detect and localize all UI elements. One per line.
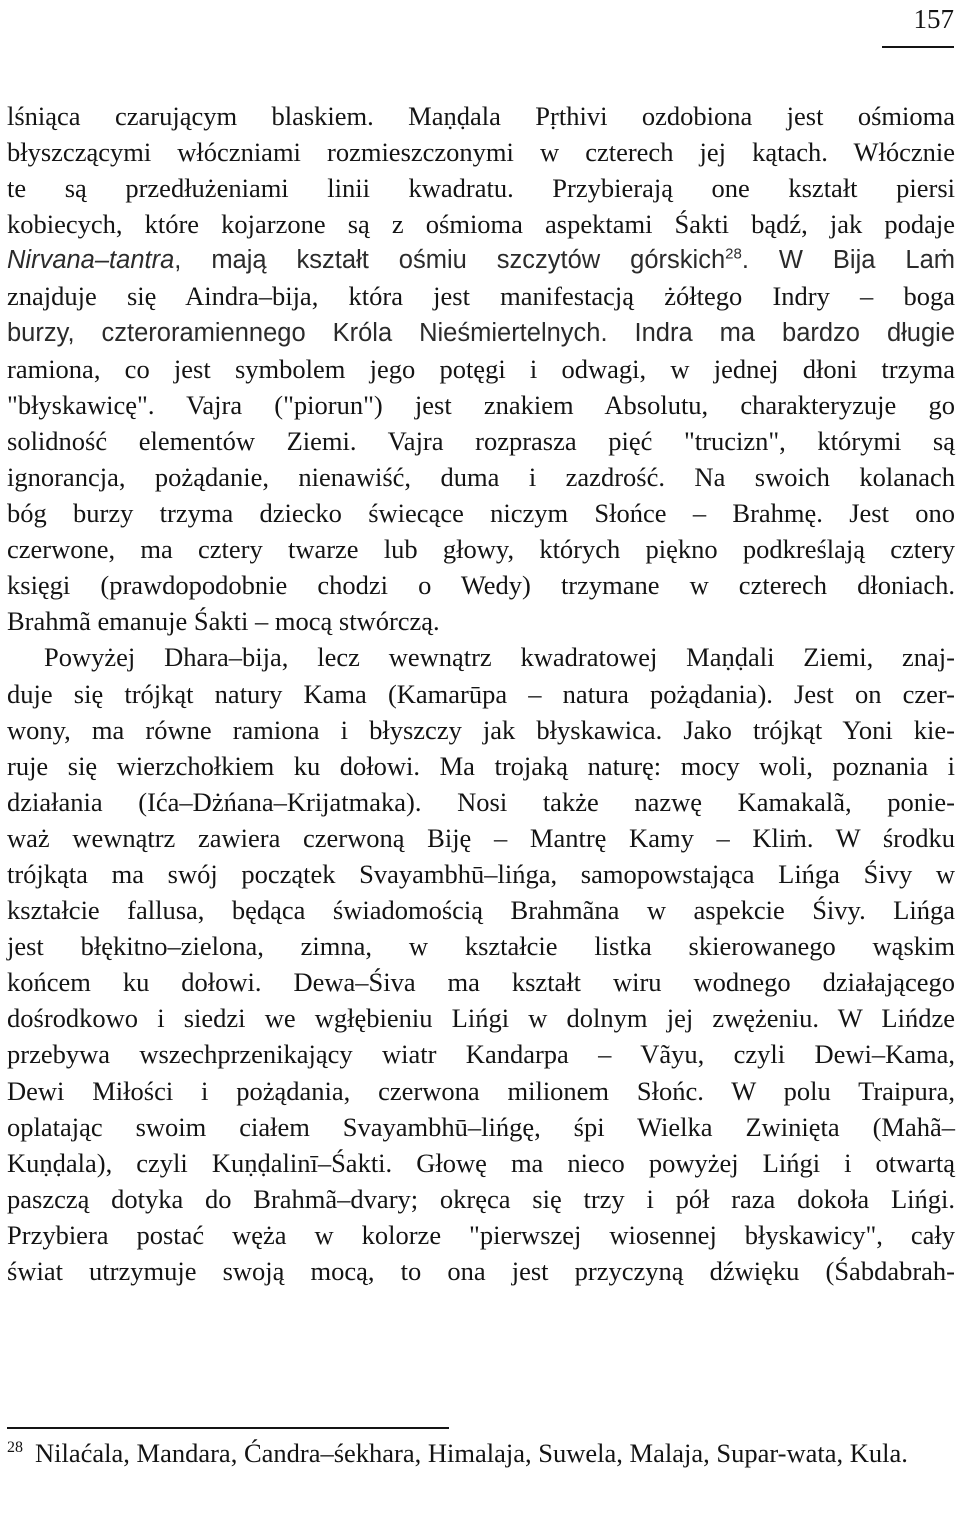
text-line: lśniąca czarującym blaskiem. Maṇḍala Pṛthivi ozdobiona jest ośmioma [7, 101, 955, 131]
header-rule [882, 46, 954, 48]
text-span: . W Bija Laṁ [741, 246, 955, 275]
paragraph-start: Powyżej Dhara–bija, lecz wewnątrz kwadratowej Maṇḍali Ziemi, znaj- [44, 642, 955, 673]
text-line: dośrodkowo i siedzi we wgłębieniu Lińgi w dolnym jej zwężeniu. W Lińdze [7, 1003, 955, 1034]
footnote [7, 1435, 955, 1472]
text-line: duje się trójkąt natury Kama (Kamarūpa – natura pożądania). Jest on czer- [7, 678, 955, 709]
footnote-rule [7, 1427, 449, 1429]
text-line: wony, ma równe ramiona i błyszczy jak błyskawica. Jako trójkąt Yoni kie- [7, 714, 955, 745]
text-line: "błyskawicę". Vajra ("piorun") jest znakiem Absolutu, charakteryzuje go [7, 389, 955, 420]
italic-title: Nirvana–tantra [7, 246, 175, 275]
text-line: Przybiera postać węża w kolorze "pierwszej wiosennej błyskawicy", cały [7, 1219, 955, 1250]
text-line: końcem ku dołowi. Dewa–Śiva ma kształt wiru wodnego działającego [7, 967, 955, 998]
text-line: działania (Ića–Dżńana–Krijatmaka). Nosi także nazwę Kamakalã, ponie- [7, 786, 955, 817]
text-line: ruje się wierzchołkiem ku dołowi. Ma trojaką naturę: mocy woli, poznania i [7, 750, 955, 781]
text-line-with-footnote-ref [7, 242, 955, 278]
text-line: świat utrzymuje swoją mocą, to ona jest przyczyną dźwięku (Śabdabrah- [7, 1256, 955, 1286]
text-line: księgi (prawdopodobnie chodzi o Wedy) trzymane w czterech dłoniach. [7, 570, 955, 601]
footnote-mark: 28 [7, 1439, 23, 1457]
text-line: burzy, czteroramiennego Króla Nieśmiertelnych. Indra ma bardzo długie [7, 318, 955, 347]
page-number: 157 [913, 4, 954, 34]
text-line: trójkąta ma swój początek Svayambhū–lińga, samopowstająca Lińga Śivy w [7, 858, 955, 889]
text-line: oplatając swoim ciałem Svayambhū–lińgę, śpi Wielka Zwinięta (Mahã– [7, 1111, 955, 1142]
text-line: kobiecych, które kojarzone są z ośmioma aspektami Śakti bądź, jak podaje [7, 209, 955, 240]
text-line: bóg burzy trzyma dziecko świecące niczym Słońce – Brahmę. Jest ono [7, 498, 955, 529]
text-line: Kuṇḍala), czyli Kuṇḍalinī–Śakti. Głowę ma nieco powyżej Lińgi i otwartą [7, 1147, 955, 1178]
text-line: te są przedłużeniami linii kwadratu. Przybierają one kształt piersi [7, 173, 955, 204]
footnote-reference: 28 [725, 245, 742, 263]
footnote-text: Nilaćala, Mandara, Ćandra–śekhara, Himalaja, Suwela, Malaja, Supar-wata, Kula. [35, 1438, 908, 1468]
text-line: solidność elementów Ziemi. Vajra rozprasza pięć "trucizn", którymi są [7, 425, 955, 456]
text-line: Dewi Miłości i pożądania, czerwona milionem Słońc. W polu Traipura, [7, 1075, 955, 1106]
text-line: kształcie fallusa, będąca świadomością Brahmãna w aspekcie Śivy. Lińga [7, 895, 955, 926]
text-line: znajduje się Aindra–bija, która jest manifestacją żółtego Indry – boga [7, 281, 955, 312]
text-line: czerwone, ma cztery twarze lub głowy, których piękno podkreślają cztery [7, 534, 955, 565]
text-line: przebywa wszechprzenikający wiatr Kandarpa – Vãyu, czyli Dewi–Kama, [7, 1039, 955, 1070]
text-line: ignorancja, pożądanie, nienawiść, duma i zazdrość. Na swoich kolanach [7, 461, 955, 492]
text-line: paszczą dotyka do Brahmã–dvary; okręca się trzy i pół raza dokoła Lińgi. [7, 1183, 955, 1214]
text-span: , mają kształt ośmiu szczytów górskich [174, 246, 726, 275]
text-line: jest błękitno–zielona, zimna, w kształcie listka skierowanego wąskim [7, 931, 955, 962]
text-line: błyszczącymi włóczniami rozmieszczonymi w czterech jej kątach. Włócznie [7, 137, 955, 168]
text-line: waż wewnątrz zawiera czerwoną Biję – Mantrę Kamy – Kliṁ. W środku [7, 822, 955, 853]
text-line: Brahmã emanuje Śakti – mocą stwórczą. [7, 606, 440, 637]
body-text [7, 98, 955, 1289]
text-line: ramiona, co jest symbolem jego potęgi i odwagi, w jednej dłoni trzyma [7, 353, 955, 384]
